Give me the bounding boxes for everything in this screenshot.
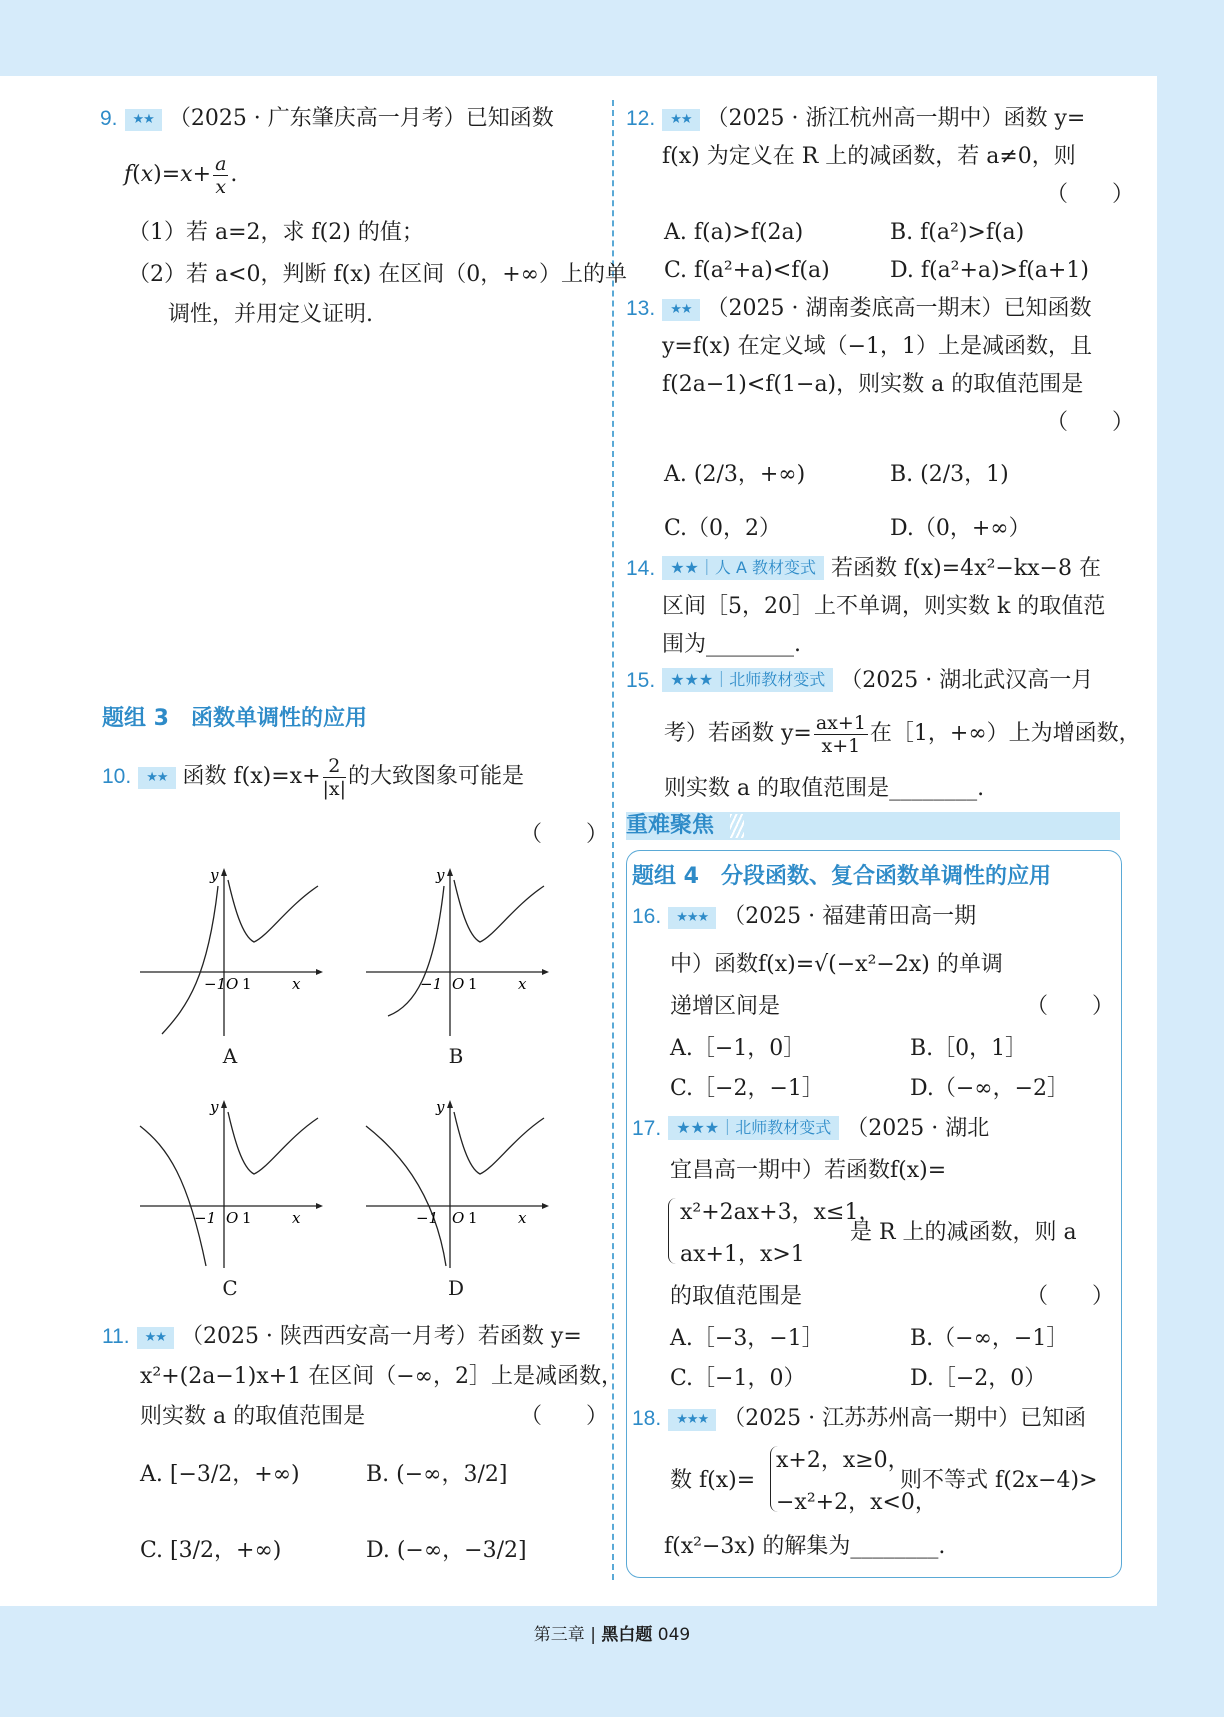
difficulty-stars: ★★ <box>138 767 175 789</box>
option-b[interactable]: B. f(a²)>f(a) <box>890 220 1025 245</box>
option-d[interactable]: D. (−∞，−3/2] <box>366 1538 527 1563</box>
question-16-line1 <box>632 900 976 934</box>
answer-paren: （ ） <box>1026 994 1115 1019</box>
origin-label: O <box>452 975 465 993</box>
option-a[interactable]: A. [−3/2，+∞) <box>140 1462 300 1487</box>
answer-paren: （ ） <box>520 1404 609 1429</box>
option-b[interactable]: B. (2/3，1) <box>890 462 1009 487</box>
footer-series: 黑白题 <box>601 1625 653 1645</box>
graph-a <box>138 866 328 1036</box>
option-d[interactable]: D.（0，+∞） <box>890 516 1031 541</box>
x-axis-label: x <box>292 975 301 993</box>
question-18-line3: f(x²−3x) 的解集为________. <box>664 1534 946 1559</box>
column-divider <box>612 100 614 1580</box>
graph-c-label: C <box>222 1276 238 1300</box>
difficulty-stars: ★★★ <box>668 1409 716 1431</box>
page-footer: 第三章 | 黑白题 049 <box>533 1625 691 1645</box>
question-text-a: 考）若函数 y= <box>664 721 812 746</box>
fraction-denominator: |x| <box>322 777 347 800</box>
piecewise-case-2: ax+1，x>1 <box>680 1242 805 1267</box>
y-axis-label: y <box>210 866 219 884</box>
difficulty-stars: ★★ <box>125 109 162 131</box>
graph-a-label: A <box>222 1044 238 1068</box>
question-number: 13. <box>626 297 656 320</box>
question-number: 18. <box>632 1407 662 1430</box>
question-13-line3: f(2a−1)<f(1−a)，则实数 a 的取值范围是 <box>662 372 1084 397</box>
question-number: 9. <box>100 107 118 130</box>
answer-paren: （ ） <box>520 822 609 847</box>
question-text-b: 的大致图象可能是 <box>348 764 525 789</box>
question-12-line1 <box>626 102 1085 136</box>
x-axis-label: x <box>518 1209 527 1227</box>
piecewise-case-2: −x²+2，x<0， <box>776 1490 937 1515</box>
question-11-line2: x²+(2a−1)x+1 在区间（−∞，2］上是减函数， <box>140 1364 623 1389</box>
answer-paren: （ ） <box>1046 410 1135 435</box>
origin-label: O <box>452 1209 465 1227</box>
option-a[interactable]: A.［−1，0］ <box>670 1036 806 1061</box>
question-text: （2025 · 湖北武汉高一月 <box>840 668 1094 693</box>
question-number: 15. <box>626 669 656 692</box>
difficulty-stars: ★★★ <box>668 907 716 929</box>
y-axis-label: y <box>436 866 445 884</box>
group-4-title: 题组 4 分段函数、复合函数单调性的应用 <box>632 864 1051 889</box>
question-14-line3: 围为________. <box>662 632 801 657</box>
difficulty-stars: ★★ <box>137 1327 174 1349</box>
question-12-line2: f(x) 为定义在 R 上的减函数，若 a≠0，则 <box>662 144 1076 169</box>
question-18-line1 <box>632 1402 1086 1436</box>
question-text: 若函数 f(x)=4x²−kx−8 在 <box>831 556 1101 581</box>
option-a[interactable]: A.［−3，−1］ <box>670 1326 824 1351</box>
question-17-line4: 的取值范围是 <box>670 1284 803 1309</box>
option-d[interactable]: D.（−∞，−2］ <box>910 1076 1070 1101</box>
tick-1: 1 <box>242 975 252 993</box>
question-16-line3: 递增区间是 <box>670 994 781 1019</box>
option-b[interactable]: B.（−∞，−1］ <box>910 1326 1069 1351</box>
question-11-line3: 则实数 a 的取值范围是 <box>140 1404 366 1429</box>
x-axis-label: x <box>518 975 527 993</box>
question-18-line2a: 数 f(x)= <box>670 1468 756 1493</box>
fraction-numerator: ax+1 <box>815 711 866 734</box>
tick-1: 1 <box>242 1209 252 1227</box>
question-number: 11. <box>102 1325 130 1348</box>
graph-b-label: B <box>448 1044 464 1068</box>
question-number: 16. <box>632 905 662 928</box>
footer-chapter: 第三章 <box>533 1625 585 1645</box>
question-text: （2025 · 福建莆田高一期 <box>723 904 977 929</box>
origin-label: O <box>226 1209 239 1227</box>
tick-1: 1 <box>468 975 478 993</box>
tick-neg1: −1 <box>194 1209 217 1227</box>
question-9-part2-line2: 调性，并用定义证明. <box>168 302 373 327</box>
question-13-line1 <box>626 292 1092 326</box>
answer-paren: （ ） <box>1026 1284 1115 1309</box>
option-c[interactable]: C.［−2，−1］ <box>670 1076 824 1101</box>
origin-label: O <box>226 975 239 993</box>
option-c[interactable]: C.（0，2） <box>664 516 782 541</box>
option-a[interactable]: A. (2/3，+∞) <box>664 462 806 487</box>
option-c[interactable]: C. [3/2，+∞) <box>140 1538 282 1563</box>
graph-d <box>364 1098 554 1268</box>
section-label: 重难聚焦 <box>626 813 715 838</box>
question-15-line2 <box>664 708 1141 760</box>
fraction-denominator: x+1 <box>821 734 861 757</box>
question-17-line2: 宜昌高一期中）若函数f(x)= <box>670 1158 947 1183</box>
question-text: （2025 · 浙江杭州高一期中）函数 y= <box>706 106 1086 131</box>
group-3-title: 题组 3 函数单调性的应用 <box>102 706 367 731</box>
option-c[interactable]: C. f(a²+a)<f(a) <box>664 258 830 283</box>
option-a[interactable]: A. f(a)>f(2a) <box>664 220 804 245</box>
question-15-line3: 则实数 a 的取值范围是________. <box>664 776 985 801</box>
textbook-variant-tag: ★★｜人 A 教材变式 <box>662 556 824 580</box>
question-text-b: 在［1，+∞）上为增函数， <box>869 721 1141 746</box>
question-10-header <box>102 754 524 800</box>
question-number: 17. <box>632 1117 662 1140</box>
piecewise-case-1: x+2，x≥0， <box>776 1448 910 1473</box>
difficulty-stars: ★★ <box>662 299 699 321</box>
question-9-part2-line1: （2）若 a<0，判断 f(x) 在区间（0，+∞）上的单 <box>128 262 627 287</box>
piecewise-brace <box>668 1198 676 1264</box>
x-axis-label: x <box>292 1209 301 1227</box>
question-text: （2025 · 湖北 <box>846 1116 990 1141</box>
question-13-line2: y=f(x) 在定义域（−1，1）上是减函数，且 <box>662 334 1093 359</box>
graph-d-label: D <box>447 1276 465 1300</box>
question-11-line1 <box>102 1320 582 1354</box>
answer-paren: （ ） <box>1046 182 1135 207</box>
question-9-header <box>100 102 554 136</box>
question-17-line1 <box>632 1112 989 1146</box>
question-16-line2: 中）函数f(x)=√(−x²−2x) 的单调 <box>670 952 1003 977</box>
question-number: 10. <box>102 765 132 788</box>
difficulty-stars: ★★ <box>662 109 699 131</box>
tick-neg1: −1 <box>420 975 443 993</box>
question-text: （2025 · 湖南娄底高一期末）已知函数 <box>706 296 1092 321</box>
graph-b <box>364 866 554 1036</box>
textbook-variant-tag: ★★★｜北师教材变式 <box>668 1116 839 1140</box>
graph-c <box>138 1098 328 1268</box>
question-18-line2b: 则不等式 f(2x−4)> <box>900 1468 1098 1493</box>
fraction-numerator: 2 <box>323 755 347 778</box>
y-axis-label: y <box>436 1098 445 1116</box>
question-source: （2025 · 广东肇庆高一月考）已知函数 <box>168 106 554 131</box>
textbook-variant-tag: ★★★｜北师教材变式 <box>662 668 833 692</box>
footer-page-number: 049 <box>657 1625 691 1645</box>
option-b[interactable]: B. (−∞，3/2] <box>366 1462 508 1487</box>
question-text: （2025 · 陕西西安高一月考）若函数 y= <box>180 1324 582 1349</box>
option-d[interactable]: D.［−2，0） <box>910 1366 1047 1391</box>
option-b[interactable]: B.［0，1］ <box>910 1036 1028 1061</box>
question-14-line2: 区间［5，20］上不单调，则实数 k 的取值范 <box>662 594 1106 619</box>
question-text: （2025 · 江苏苏州高一期中）已知函 <box>723 1406 1087 1431</box>
option-c[interactable]: C.［−1，0） <box>670 1366 806 1391</box>
question-number: 12. <box>626 107 656 130</box>
piecewise-case-1: x²+2ax+3，x≤1， <box>680 1200 881 1225</box>
tick-neg1: −1 <box>204 975 227 993</box>
banner-stripes <box>730 814 744 838</box>
question-9-function: f(x)=x+ $\frac{a}{x}$ . <box>124 152 238 198</box>
tick-1: 1 <box>468 1209 478 1227</box>
question-number: 14. <box>626 557 656 580</box>
question-9-part1: （1）若 a=2，求 f(2) 的值； <box>128 220 424 245</box>
tick-neg1: −1 <box>416 1209 439 1227</box>
y-axis-label: y <box>210 1098 219 1116</box>
question-15-line1 <box>626 664 1093 698</box>
option-d[interactable]: D. f(a²+a)>f(a+1) <box>890 258 1089 283</box>
question-17-line3: 是 R 上的减函数，则 a <box>850 1220 1077 1245</box>
question-14-line1 <box>626 552 1101 586</box>
question-text-a: 函数 f(x)=x+ <box>182 764 321 789</box>
